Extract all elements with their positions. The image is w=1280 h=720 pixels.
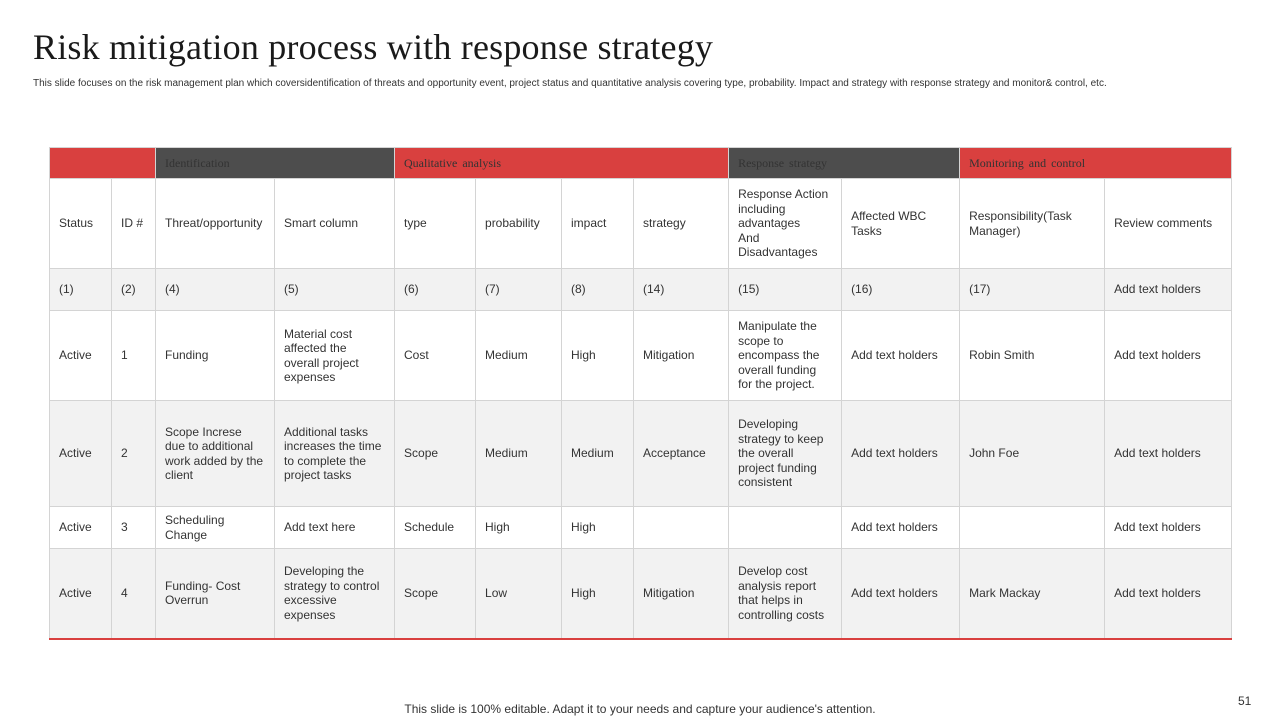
- table-cell: Additional tasks increases the time to complete the project tasks: [275, 401, 395, 507]
- table-cell: 1: [112, 311, 156, 401]
- table-cell: Medium: [476, 311, 562, 401]
- slide-title: Risk mitigation process with response strategy: [33, 27, 714, 67]
- column-header: type: [395, 179, 476, 269]
- table-cell: [729, 507, 842, 549]
- column-header: Smart column: [275, 179, 395, 269]
- table-cell: Active: [50, 549, 112, 639]
- table-cell: Medium: [562, 401, 634, 507]
- group-header-response-strategy: Response strategy: [729, 148, 960, 179]
- table-cell: Developing strategy to keep the overall project funding consistent: [729, 401, 842, 507]
- table-cell: Schedule: [395, 507, 476, 549]
- table-cell: Scope: [395, 549, 476, 639]
- table-cell: Develop cost analysis report that helps in controlling costs: [729, 549, 842, 639]
- table-cell: Mitigation: [634, 311, 729, 401]
- table-row: [50, 507, 1232, 549]
- table-cell: Robin Smith: [960, 311, 1105, 401]
- table-cell: (8): [562, 269, 634, 311]
- table-cell: Add text holders: [1105, 507, 1232, 549]
- table-cell: (4): [156, 269, 275, 311]
- table-cell: (5): [275, 269, 395, 311]
- table-row: [50, 311, 1232, 401]
- table-cell: (17): [960, 269, 1105, 311]
- column-header: ID #: [112, 179, 156, 269]
- table-cell: Manipulate the scope to encompass the overall funding for the project.: [729, 311, 842, 401]
- table-cell: Scope Increse due to additional work added by the client: [156, 401, 275, 507]
- table-cell: Acceptance: [634, 401, 729, 507]
- table-cell: Add text holders: [1105, 401, 1232, 507]
- table-cell: (1): [50, 269, 112, 311]
- table-cell: John Foe: [960, 401, 1105, 507]
- table-cell: Add text holders: [1105, 311, 1232, 401]
- table-cell: High: [476, 507, 562, 549]
- table-cell: Developing the strategy to control excessive expenses: [275, 549, 395, 639]
- table-cell: (14): [634, 269, 729, 311]
- table-cell: Add text here: [275, 507, 395, 549]
- table-cell: Add text holders: [842, 311, 960, 401]
- table-cell: Add text holders: [842, 507, 960, 549]
- table-cell: (2): [112, 269, 156, 311]
- column-header: impact: [562, 179, 634, 269]
- table-cell: [960, 507, 1105, 549]
- table-cell: Active: [50, 507, 112, 549]
- table-cell: Medium: [476, 401, 562, 507]
- table-cell: Scheduling Change: [156, 507, 275, 549]
- table-cell: Scope: [395, 401, 476, 507]
- table-cell: [634, 507, 729, 549]
- table-cell: (15): [729, 269, 842, 311]
- column-header: Response Action including advantages And Disadvantages: [729, 179, 842, 269]
- table-cell: High: [562, 311, 634, 401]
- table-cell: Add text holders: [842, 401, 960, 507]
- table-cell: High: [562, 549, 634, 639]
- table-cell: Funding- Cost Overrun: [156, 549, 275, 639]
- table-cell: Material cost affected the overall project expenses: [275, 311, 395, 401]
- table-cell: Low: [476, 549, 562, 639]
- column-header: strategy: [634, 179, 729, 269]
- column-header-row: [50, 179, 1232, 269]
- table-cell: (16): [842, 269, 960, 311]
- table-cell: Add text holders: [842, 549, 960, 639]
- column-header: probability: [476, 179, 562, 269]
- group-header-qualitative-analysis: Qualitative analysis: [395, 148, 729, 179]
- column-header: Review comments: [1105, 179, 1232, 269]
- risk-table: [49, 147, 1232, 640]
- group-header-monitoring-control: Monitoring and control: [960, 148, 1232, 179]
- table-row: [50, 549, 1232, 639]
- column-header: Status: [50, 179, 112, 269]
- table-cell: Add text holders: [1105, 549, 1232, 639]
- table-cell: Active: [50, 311, 112, 401]
- table-row: [50, 269, 1232, 311]
- slide-subtitle: This slide focuses on the risk management plan which coversidentification of threats and opportunity event, project status and quantitative analysis covering type, probability. Impact and strategy with response strategy and monitor& control, etc.: [33, 78, 1107, 89]
- table-cell: High: [562, 507, 634, 549]
- group-header-row: [50, 148, 1232, 179]
- footer-note: This slide is 100% editable. Adapt it to your needs and capture your audience's attention.: [404, 702, 876, 716]
- table-cell: Cost: [395, 311, 476, 401]
- column-header: Affected WBC Tasks: [842, 179, 960, 269]
- column-header: Threat/opportunity: [156, 179, 275, 269]
- table-cell: (7): [476, 269, 562, 311]
- table-cell: 2: [112, 401, 156, 507]
- group-header-identification: Identification: [156, 148, 395, 179]
- column-header: Responsibility(Task Manager): [960, 179, 1105, 269]
- table-cell: Funding: [156, 311, 275, 401]
- page-number: 51: [1238, 694, 1252, 708]
- table-cell: 3: [112, 507, 156, 549]
- table-row: [50, 401, 1232, 507]
- table-body: [50, 269, 1232, 639]
- table-cell: Mitigation: [634, 549, 729, 639]
- table-cell: (6): [395, 269, 476, 311]
- table-cell: Add text holders: [1105, 269, 1232, 311]
- group-header-blank: [50, 148, 156, 179]
- table-cell: Mark Mackay: [960, 549, 1105, 639]
- table-cell: 4: [112, 549, 156, 639]
- table-cell: Active: [50, 401, 112, 507]
